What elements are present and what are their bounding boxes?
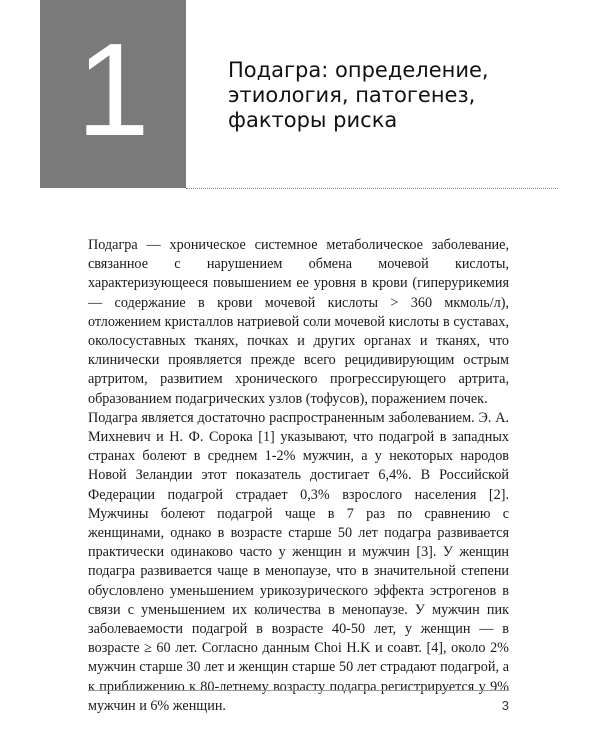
paragraph-definition: Подагра — хроническое системное метаболическое заболевание, связанное с нарушением обмена мочевой кислоты, характеризующееся повышением ее уровня в крови (гиперурикемия — содержание в крови мочевой кислоты > 360 мкмоль/л), отложением кристаллов натриевой соли мочевой кислоты в суставах, околосуставных тканях, почках и других органах и тканях, что клинически проявляется прежде всего рецидивирующим острым артритом, развитием хронического прогрессирующего артрита, образованием подагрических узлов (тофусов), поражением почек. bbox=[88, 237, 509, 407]
chapter-title-line: этиология, патогенез, bbox=[228, 83, 476, 107]
chapter-title-line: факторы риска bbox=[228, 108, 398, 132]
page-number: 3 bbox=[501, 698, 509, 713]
chapter-number-block bbox=[40, 0, 186, 188]
chapter-title-line: Подагра: определение, bbox=[228, 58, 489, 82]
paragraph-prevalence: Подагра является достаточно распространенным заболеванием. Э. А. Михневич и Н. Ф. Сорока [1] указывают, что подагрой в западных странах болеют в среднем 1-2% мужчин, а у некоторых народов Новой Зеландии этот показатель достигает 6,4%. В Российской Федерации подагрой страдает 0,3% взрослого населения [2]. Мужчины болеют подагрой чаще в 7 раз по сравнению с женщинами, однако в возрасте старше 50 лет подагра развивается практически одинаково часто у женщин и мужчин [3]. У женщин подагра развивается чаще в менопаузе, что в значительной степени обусловлено уменьшением урикозурического эффекта эстрогенов в связи с уменьшением их количества в менопаузе. У мужчин пик заболеваемости подагрой в возрасте 40-50 лет, у женщин — в возрасте ≥ 60 лет. Согласно данным Choi H.K и соавт. [4], около 2% мужчин старше 30 лет и женщин старше 50 лет страдают подагрой, а к приближению к 80-летнему возрасту подагра регистрируется у 9% мужчин и 6% женщин. bbox=[88, 409, 509, 714]
footer-divider bbox=[88, 690, 509, 691]
header-divider bbox=[186, 188, 558, 189]
chapter-number: 1 bbox=[76, 16, 150, 163]
chapter-title bbox=[228, 58, 548, 133]
body-text bbox=[88, 236, 509, 716]
